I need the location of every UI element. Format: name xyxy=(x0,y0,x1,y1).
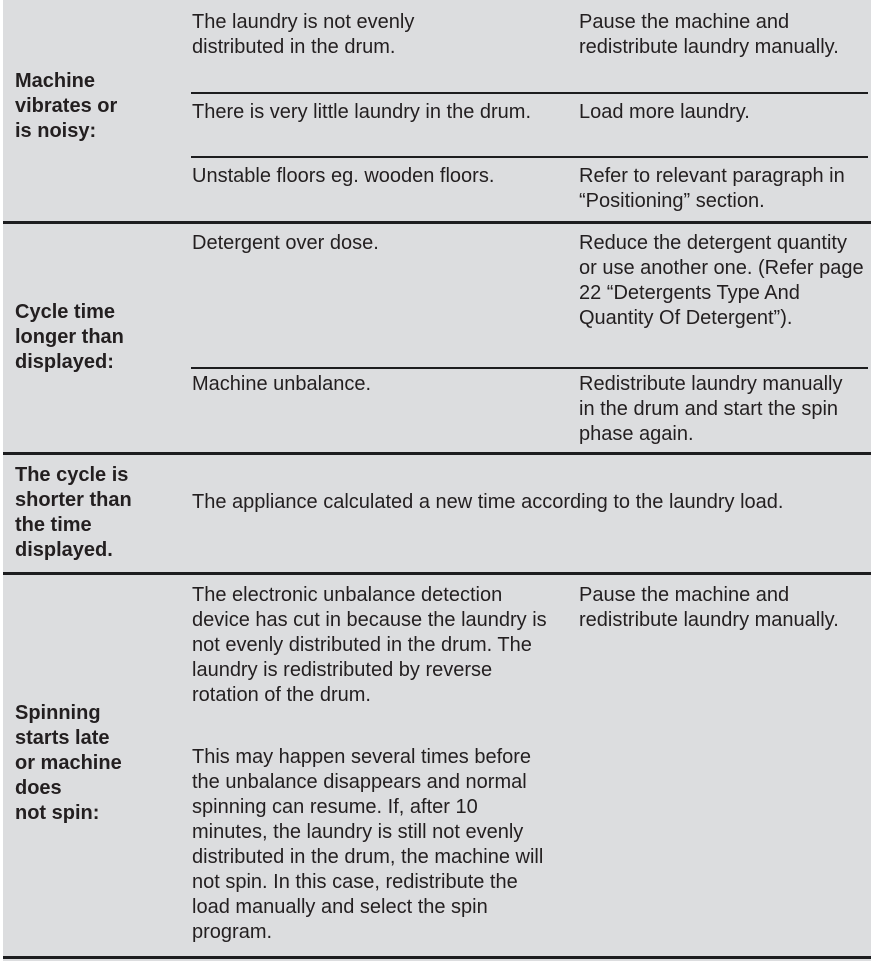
cause-cell: Machine unbalance. xyxy=(192,373,372,395)
problem-label: Cycle time longer than displayed: xyxy=(15,301,124,373)
solution-cell: Reduce the detergent quantity or use another one. (Refer page 22 “Detergents Type And Quantity Of Detergent”). xyxy=(579,232,864,329)
solution-cell: Pause the machine and redistribute laundry manually. xyxy=(579,584,839,631)
cause-cell: The appliance calculated a new time according to the laundry load. xyxy=(192,491,784,513)
group-divider xyxy=(3,956,871,959)
troubleshooting-table xyxy=(3,0,871,961)
solution-cell: Redistribute laundry manually in the drum and start the spin phase again. xyxy=(579,373,843,445)
cause-cell: Unstable floors eg. wooden floors. xyxy=(192,165,495,187)
solution-cell: Pause the machine and redistribute laundry manually. xyxy=(579,11,839,58)
cause-cell-continued: This may happen several times before the unbalance disappears and normal spinning can resume. If, after 10 minutes, the laundry is still not evenly distributed in the drum, the machine will not spin. In this case, redistribute the load manually and select the spin program. xyxy=(192,746,544,943)
group-divider xyxy=(3,572,871,575)
group-divider xyxy=(3,221,871,224)
cause-cell: Detergent over dose. xyxy=(192,232,379,254)
problem-label: Machine vibrates or is noisy: xyxy=(15,70,118,142)
cause-cell: The laundry is not evenly distributed in the drum. xyxy=(192,11,415,58)
cause-cell: There is very little laundry in the drum. xyxy=(192,101,532,123)
cause-cell: The electronic unbalance detection device has cut in because the laundry is not evenly distributed in the drum. The laundry is redistributed by reverse rotation of the drum. xyxy=(192,584,547,706)
row-divider xyxy=(191,367,868,369)
problem-label: The cycle is shorter than the time displayed. xyxy=(15,464,132,561)
solution-cell: Load more laundry. xyxy=(579,101,750,123)
group-divider xyxy=(3,452,871,455)
row-divider xyxy=(191,156,868,158)
problem-label: Spinning starts late or machine does not spin: xyxy=(15,702,122,824)
row-divider xyxy=(191,92,868,94)
solution-cell: Refer to relevant paragraph in “Positioning” section. xyxy=(579,165,845,212)
